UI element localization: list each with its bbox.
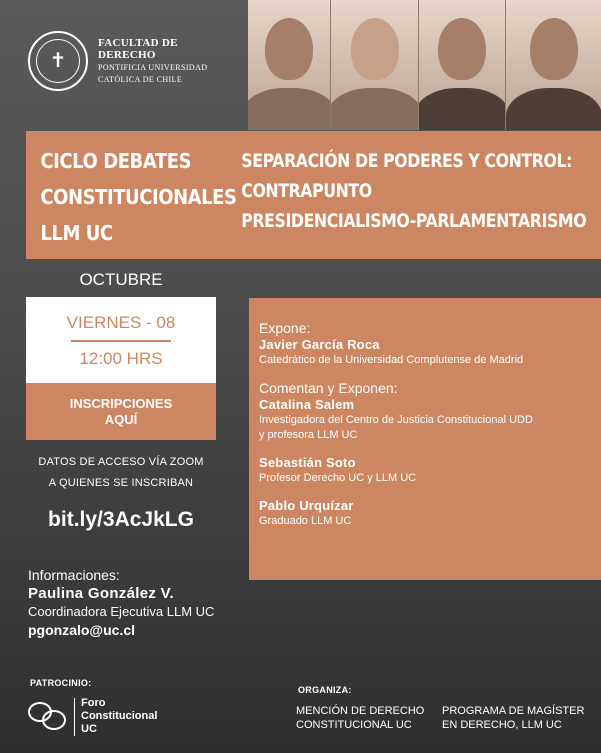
faculty-logo [28, 26, 228, 96]
speakers-panel [249, 298, 601, 580]
contact-heading: Informaciones: [28, 567, 120, 583]
speaker-2-desc: Profesor Derecho UC y LLM UC [259, 472, 417, 484]
university-seal-icon: ✝ [28, 31, 88, 91]
date-box [26, 297, 216, 383]
keynote-speaker-name: Javier García Roca [259, 337, 380, 352]
event-month: OCTUBRE [79, 270, 163, 289]
speaker-1-desc-2: y profesora LLM UC [259, 429, 358, 441]
sponsor-logo: Foro Constitucional UC [28, 697, 157, 736]
logo-title: FACULTAD DE DERECHO [98, 37, 178, 61]
portrait-3 [418, 0, 505, 130]
portrait-2 [330, 0, 418, 130]
speaker-1-name: Catalina Salem [259, 397, 355, 412]
keynote-speaker-desc: Catedrático de la Universidad Complutense de Madrid [259, 354, 524, 366]
logo-subtitle-2: CATÓLICA DE CHILE [98, 75, 183, 84]
expone-label: Expone: [259, 320, 311, 336]
portrait-1 [248, 0, 330, 130]
speaker-1-desc: Investigadora del Centro de Justicia Constitucional UDD [259, 414, 533, 426]
comentan-label: Comentan y Exponen: [259, 380, 398, 396]
speaker-2-name: Sebastián Soto [259, 455, 356, 470]
series-title: CICLO DEBATES CONSTITUCIONALES LLM UC [40, 149, 237, 245]
event-day: VIERNES - 08 [66, 313, 176, 332]
contact-role: Coordinadora Ejecutiva LLM UC [28, 604, 215, 619]
contact-name: Paulina González V. [28, 585, 175, 602]
contact-email[interactable]: pgonzalo@uc.cl [28, 622, 135, 638]
speaker-portraits [248, 0, 601, 130]
date-divider [71, 340, 171, 342]
organizer-label: ORGANIZA: [298, 685, 352, 695]
organizer-1: MENCIÓN DE DERECHO CONSTITUCIONAL UC [296, 705, 425, 731]
sponsor-label: PATROCINIO: [30, 678, 92, 688]
title-banner [26, 131, 601, 259]
organizer-2: PROGRAMA DE MAGÍSTER EN DERECHO, LLM UC [442, 705, 585, 731]
chat-bubbles-icon [28, 700, 70, 734]
event-time: 12:00 HRS [79, 349, 163, 368]
speaker-3-name: Pablo Urquízar [259, 498, 354, 513]
signup-button[interactable]: INSCRIPCIONES AQUÍ [26, 383, 216, 440]
logo-subtitle-1: PONTIFICIA UNIVERSIDAD [98, 63, 208, 72]
zoom-access-info: DATOS DE ACCESO VÍA ZOOM A QUIENES SE INSCRIBAN [38, 456, 204, 489]
event-title: SEPARACIÓN DE PODERES Y CONTROL: CONTRAPUNTO PRESIDENCIALISMO-PARLAMENTARISMO [241, 150, 587, 232]
speaker-3-desc: Graduado LLM UC [259, 515, 352, 527]
registration-link[interactable]: bit.ly/3AcJkLG [48, 508, 194, 531]
portrait-4 [505, 0, 601, 130]
